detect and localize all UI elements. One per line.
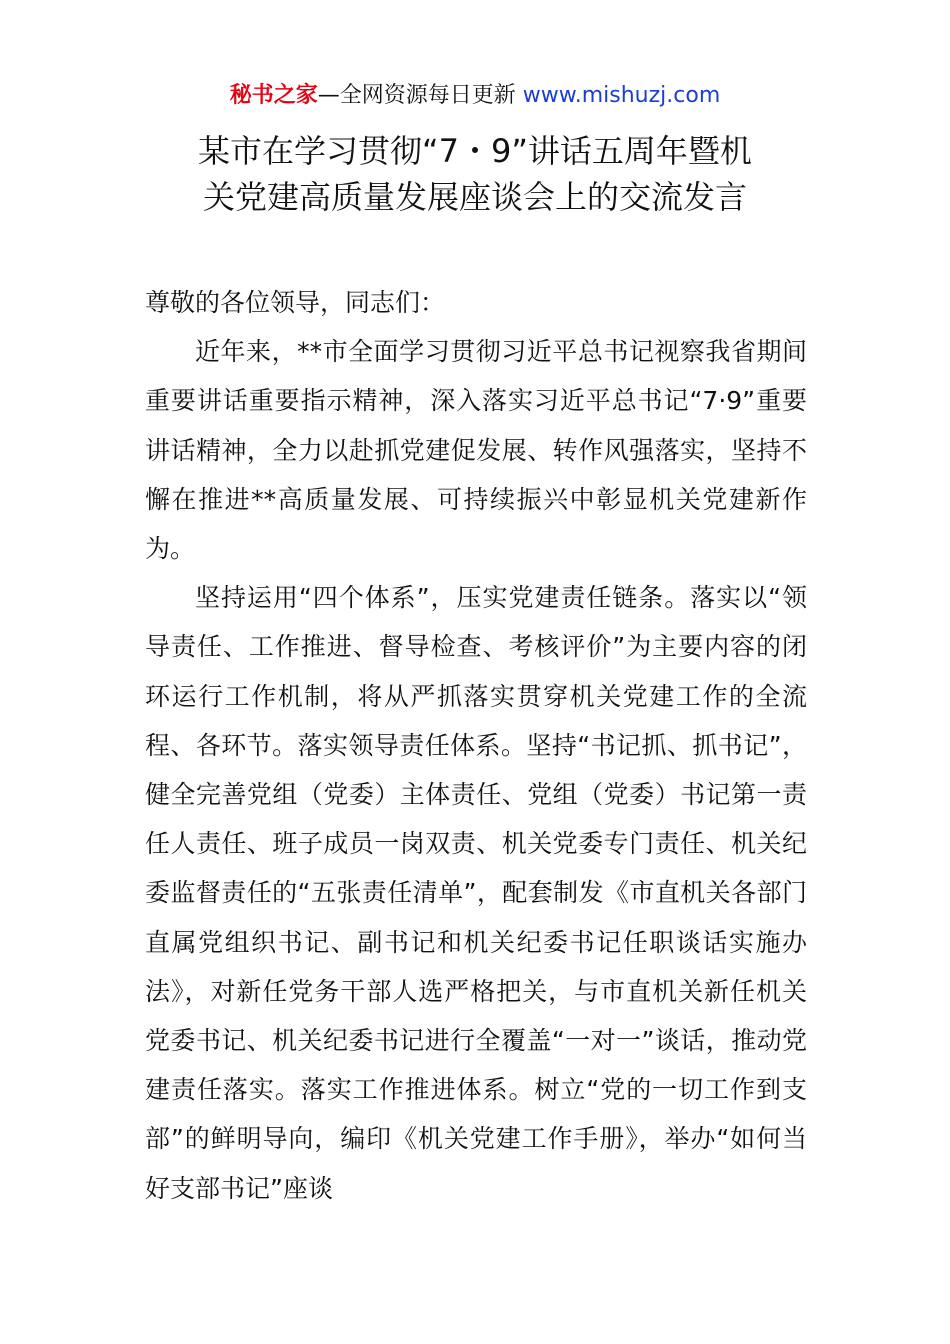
- paragraph-2: 坚持运用“四个体系”，压实党建责任链条。落实以“领导责任、工作推进、督导检查、考核评价”为主要内容的闭环运行工作机制，将从严抓落实贯穿机关党建工作的全流程、各环节。落实领导责任体系。坚持“书记抓、抓书记”，健全完善党组（党委）主体责任、党组（党委）书记第一责任人责任、班子成员一岗双责、机关党委专门责任、机关纪委监督责任的“五张责任清单”，配套制发《市直机关各部门直属党组织书记、副书记和机关纪委书记任职谈话实施办法》，对新任党务干部人选严格把关，与市直机关新任机关党委书记、机关纪委书记进行全覆盖“一对一”谈话，推动党建责任落实。落实工作推进体系。树立“党的一切工作到支部”的鲜明导向，编印《机关党建工作手册》，举办“如何当好支部书记”座谈: [145, 583, 807, 1203]
- document-title-line-1: 某市在学习贯彻“7・9”讲话五周年暨机: [198, 132, 752, 170]
- paragraph-1: 近年来，**市全面学习贯彻习近平总书记视察我省期间重要讲话重要指示精神，深入落实习近平总书记“7·9”重要讲话精神，全力以赴抓党建促发展、转作风强落实，坚持不懈在推进**高质量发展、可持续振兴中彰显机关党建新作为。: [145, 337, 807, 564]
- site-name: 秘书之家: [229, 83, 318, 108]
- site-url-link[interactable]: www.mishuzj.com: [522, 83, 721, 108]
- document-title-line-2: 关党建高质量发展座谈会上的交流发言: [202, 178, 747, 216]
- document-body: [145, 278, 807, 1213]
- document-title: [140, 128, 810, 220]
- site-header: [0, 80, 950, 112]
- site-tagline: —全网资源每日更新: [317, 83, 523, 108]
- salutation: 尊敬的各位领导，同志们：: [145, 288, 446, 317]
